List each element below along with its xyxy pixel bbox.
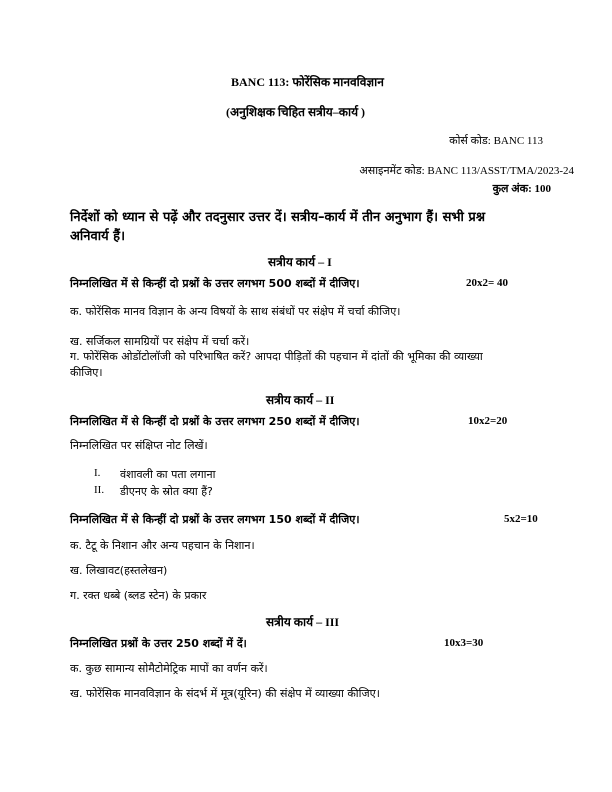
list-item-number: II. [94,484,105,496]
section-1-instruction: निम्नलिखित में से किन्हीं दो प्रश्नों के उत्तर लगभग 500 शब्दों में दीजिए। [70,277,360,290]
section-3-heading: सत्रीय कार्य – III [266,615,340,629]
section-2-marks-2: 5x2=10 [504,513,538,525]
instructions-line-1: निर्देशों को ध्यान से पढ़ें और तदनुसार उत्तर दें। सत्रीय–कार्य में तीन अनुभाग हैं। सभी प्रश्न [70,210,486,225]
document-subtitle: (अनुशिक्षक चिहित सत्रीय–कार्य ) [226,105,366,119]
section-2-note-intro: निम्नलिखित पर संक्षिप्त नोट लिखें। [70,439,208,452]
section-1-question-c-line-1: ग. फोरेंसिक ओडोंटोलॉजी को परिभाषित करें? आपदा पीड़ितों की पहचान में दांतों की भूमिका की व्याख्या [70,350,483,363]
section-2-instruction-2: निम्नलिखित में से किन्हीं दो प्रश्नों के उत्तर लगभग 150 शब्दों में दीजिए। [70,513,360,526]
section-1-question-c-line-2: कीजिए। [70,366,103,379]
section-1-heading: सत्रीय कार्य – I [268,255,332,269]
section-3-instruction: निम्नलिखित प्रश्नों के उत्तर 250 शब्दों में दें। [70,637,247,650]
section-2-question-a: क. टैटू के निशान और अन्य पहचान के निशान। [70,539,255,552]
section-1-question-a: क. फोरेंसिक मानव विज्ञान के अन्य विषयों के साथ संबंधों पर संक्षेप में चर्चा कीजिए। [70,305,401,318]
instructions-line-2: अनिवार्य हैं। [70,229,126,244]
course-code: कोर्स कोड: BANC 113 [449,135,543,147]
list-item: डीएनए के स्रोत क्या हैं? [120,485,213,498]
section-1-marks: 20x2= 40 [466,277,509,289]
section-2-instruction-1: निम्नलिखित में से किन्हीं दो प्रश्नों के उत्तर लगभग 250 शब्दों में दीजिए। [70,415,360,428]
section-3-question-b: ख. फोरेंसिक मानवविज्ञान के संदर्भ में मूत्र(यूरिन) की संक्षेप में व्याख्या कीजिए। [70,687,380,700]
assignment-code: असाइनमेंट कोड: BANC 113/ASST/TMA/2023-24 [359,165,574,177]
list-item: वंशावली का पता लगाना [120,468,216,481]
list-item-number: I. [94,467,101,479]
section-2-heading: सत्रीय कार्य – II [266,393,335,407]
section-3-marks: 10x3=30 [444,637,484,649]
section-2-question-b: ख. लिखावट(हस्तलेखन) [70,564,168,577]
total-marks: कुल अंक: 100 [492,183,551,195]
section-2-marks-1: 10x2=20 [468,415,508,427]
section-2-question-c: ग. रक्त धब्बे (ब्लड स्टेन) के प्रकार [70,589,207,602]
document-title: BANC 113: फोरेंसिक मानवविज्ञान [231,75,384,89]
section-3-question-a: क. कुछ सामान्य सोमैटोमेट्रिक मापों का वर्णन करें। [70,662,268,675]
section-1-question-b: ख. सर्जिकल सामग्रियों पर संक्षेप में चर्चा करें। [70,335,250,348]
